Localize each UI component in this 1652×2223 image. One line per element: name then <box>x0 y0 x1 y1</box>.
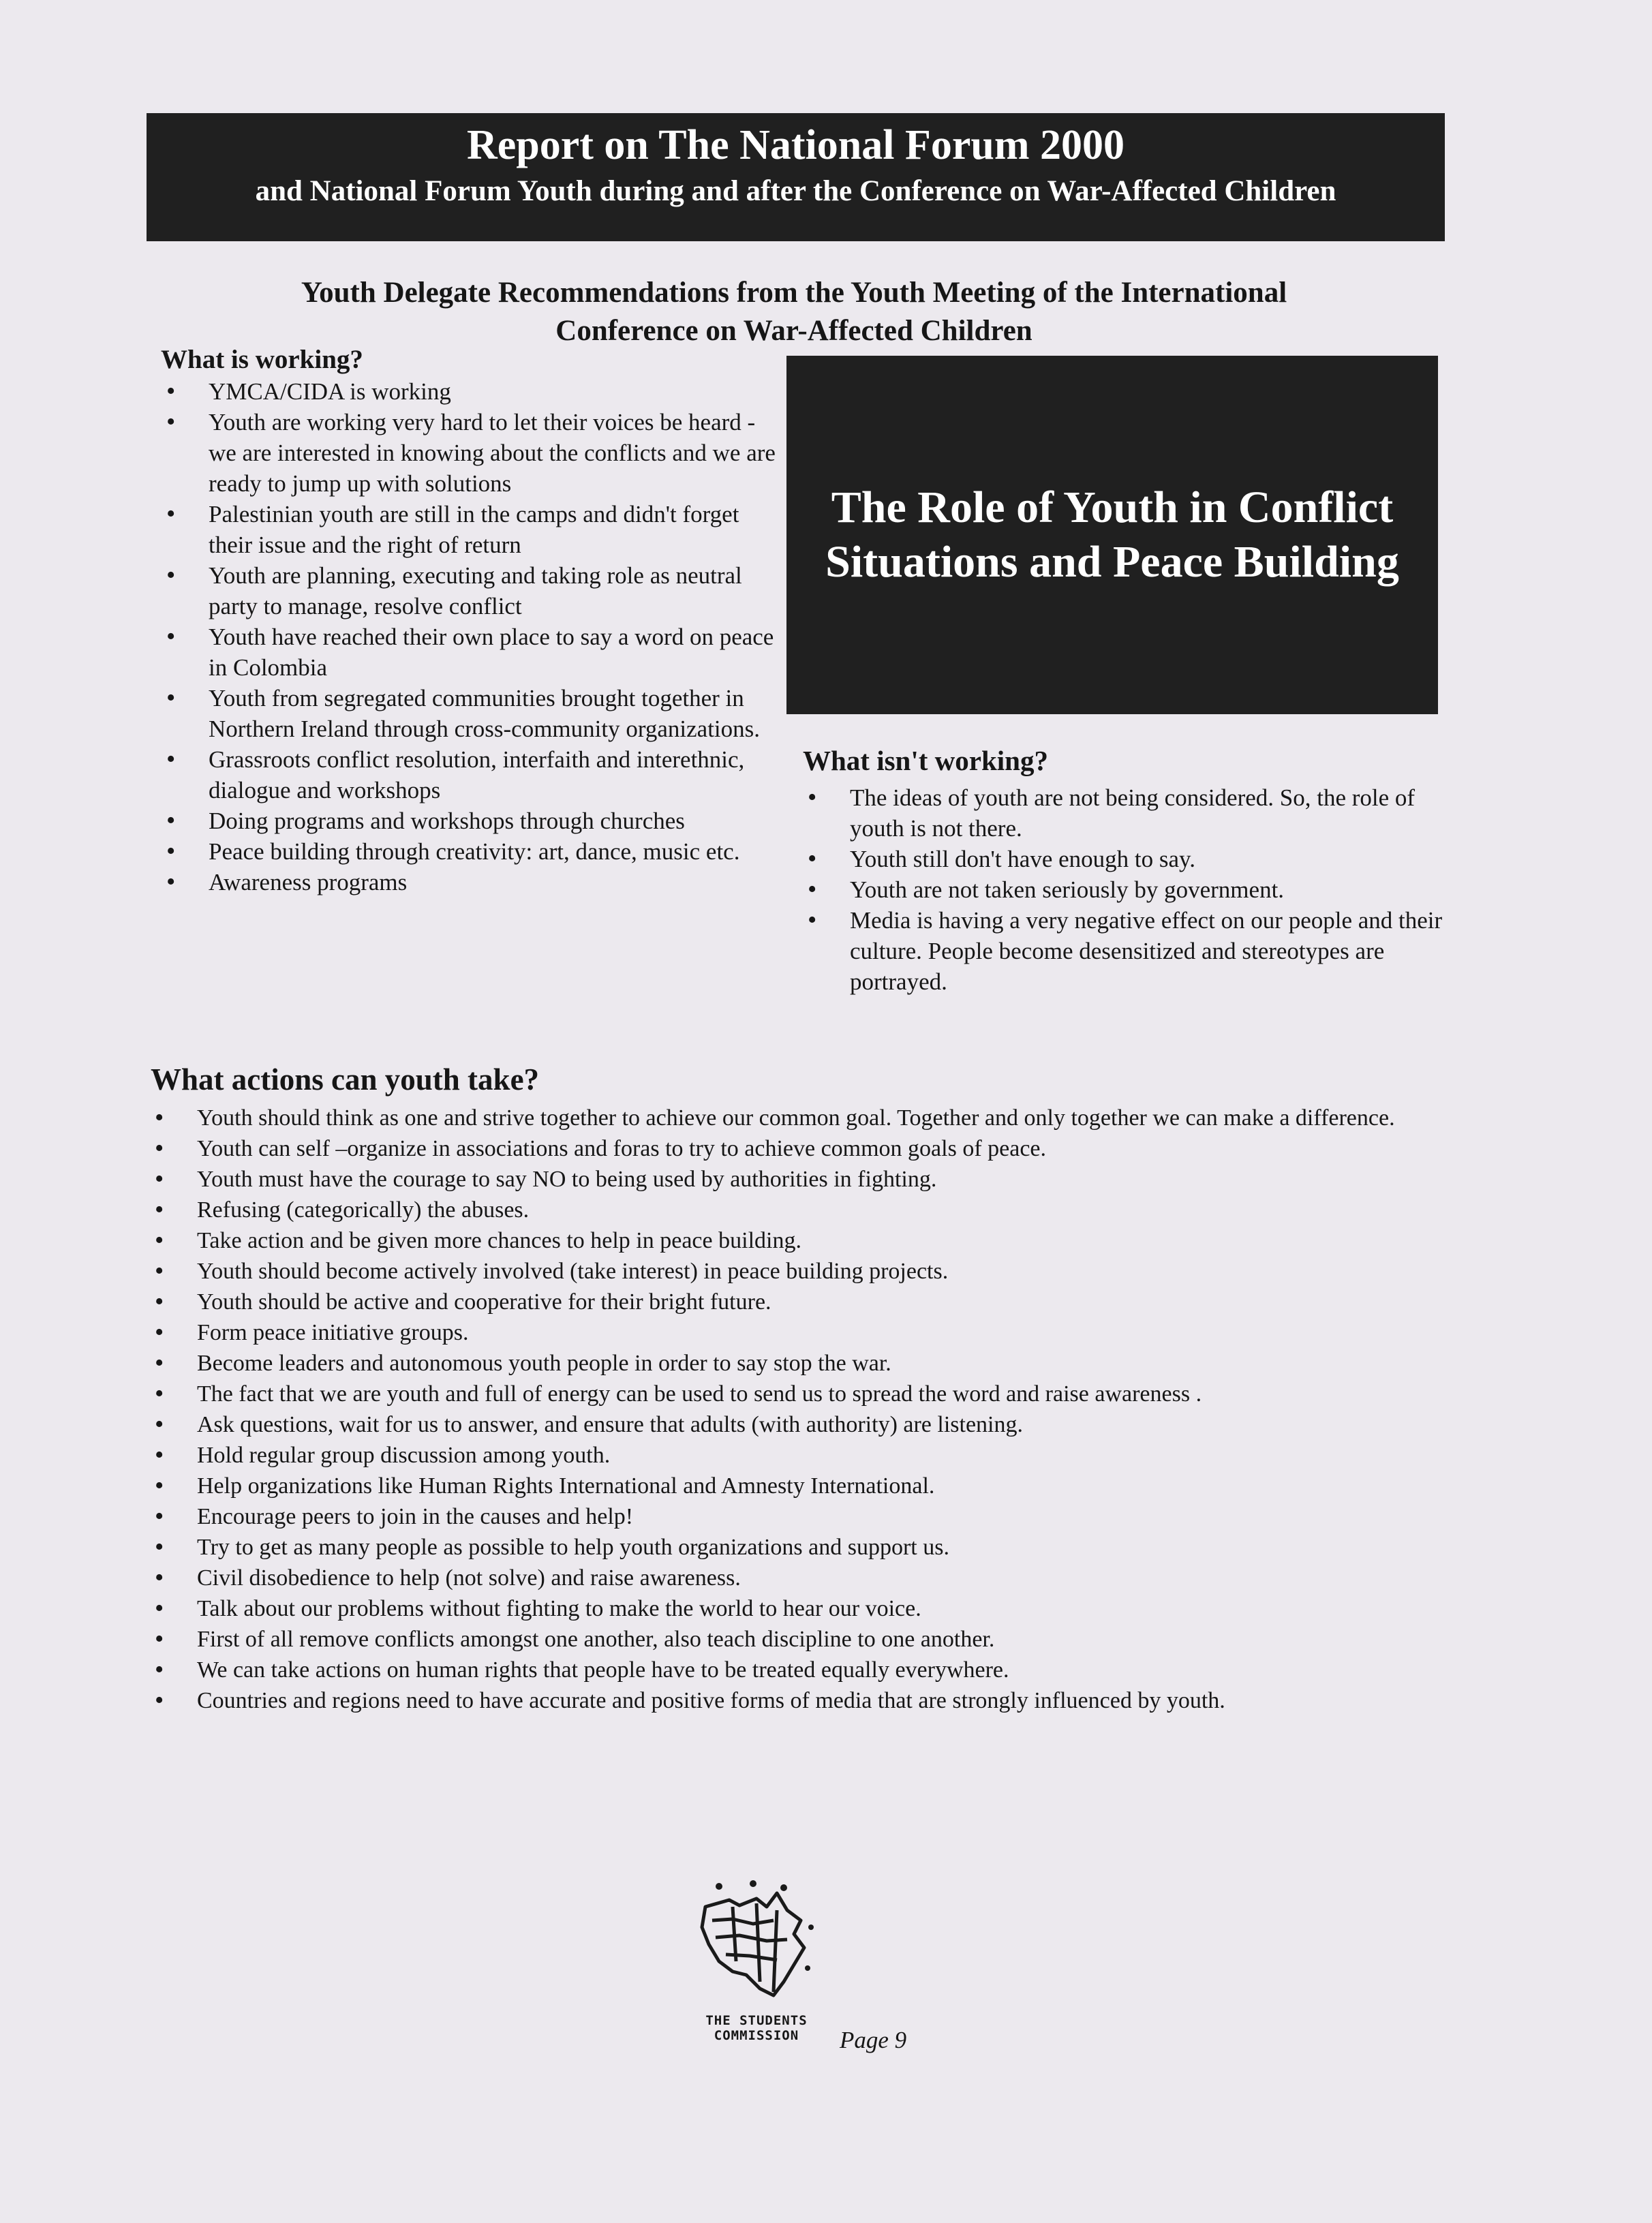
list-item: • Youth have reached their own place to say a word on peace in Colombia <box>209 622 788 683</box>
list-item: • The fact that we are youth and full of energy can be used to send us to spread the word and raise awareness . <box>197 1379 1444 1409</box>
list-item: • Civil disobedience to help (not solve) and raise awareness. <box>197 1563 1444 1593</box>
list-item: • Encourage peers to join in the causes and help! <box>197 1501 1444 1532</box>
what-actions-list <box>197 1103 1444 1716</box>
what-isnt-working-heading: What isn't working? <box>803 745 1048 776</box>
list-item: • Youth should be active and cooperative for their bright future. <box>197 1287 1444 1317</box>
section-heading <box>177 274 1411 350</box>
list-item: • YMCA/CIDA is working <box>209 376 788 407</box>
list-item: • Youth must have the courage to say NO to being used by authorities in fighting. <box>197 1164 1444 1195</box>
organization-name <box>682 2013 831 2043</box>
list-item: • Palestinian youth are still in the camps and didn't forget their issue and the right of return <box>209 499 788 560</box>
list-item: • Youth from segregated communities brought together in Northern Ireland through cross-community organizations. <box>209 683 788 744</box>
list-item: • Peace building through creativity: art, dance, music etc. <box>209 836 788 867</box>
list-item: • Try to get as many people as possible to help youth organizations and support us. <box>197 1532 1444 1563</box>
list-item: • Form peace initiative groups. <box>197 1317 1444 1348</box>
what-actions-heading: What actions can youth take? <box>151 1062 540 1097</box>
list-item: • Media is having a very negative effect on our people and their culture. People become desensitized and stereotypes are portrayed. <box>850 905 1443 997</box>
list-item: • Take action and be given more chances to help in peace building. <box>197 1225 1444 1256</box>
list-item: • Youth still don't have enough to say. <box>850 844 1443 874</box>
role-of-youth-box <box>786 356 1438 714</box>
list-item: • Talk about our problems without fighting to make the world to hear our voice. <box>197 1593 1444 1624</box>
list-item: • Grassroots conflict resolution, interfaith and interethnic, dialogue and workshops <box>209 744 788 806</box>
list-item: • Youth can self –organize in associations and foras to try to achieve common goals of peace. <box>197 1133 1444 1164</box>
section-heading-line-2: Conference on War-Affected Children <box>555 315 1032 347</box>
role-of-youth-title: The Role of Youth in Conflict Situations and Peace Building <box>825 482 1399 587</box>
list-item: • Youth should become actively involved (take interest) in peace building projects. <box>197 1256 1444 1287</box>
canada-map-icon <box>692 1880 821 2016</box>
list-item: • Youth are working very hard to let their voices be heard - we are interested in knowing about the conflicts and we are ready to jump up with solutions <box>209 407 788 499</box>
report-title: Report on The National Forum 2000 <box>466 122 1125 168</box>
list-item: • Become leaders and autonomous youth people in order to say stop the war. <box>197 1348 1444 1379</box>
list-item: • Doing programs and workshops through churches <box>209 806 788 836</box>
list-item: • First of all remove conflicts amongst one another, also teach discipline to one another. <box>197 1624 1444 1655</box>
list-item: • We can take actions on human rights that people have to be treated equally everywhere. <box>197 1655 1444 1685</box>
list-item: • Awareness programs <box>209 867 788 898</box>
list-item: • Countries and regions need to have accurate and positive forms of media that are strongly influenced by youth. <box>197 1685 1444 1716</box>
what-is-working-heading: What is working? <box>161 345 363 374</box>
list-item: • Refusing (categorically) the abuses. <box>197 1195 1444 1225</box>
list-item: • Help organizations like Human Rights International and Amnesty International. <box>197 1471 1444 1501</box>
what-is-working-list <box>209 376 788 898</box>
list-item: • Youth are not taken seriously by government. <box>850 874 1443 905</box>
report-header-banner <box>147 113 1445 241</box>
what-isnt-working-list <box>850 782 1443 997</box>
list-item: • The ideas of youth are not being considered. So, the role of youth is not there. <box>850 782 1443 844</box>
list-item: • Youth are planning, executing and taking role as neutral party to manage, resolve conflict <box>209 560 788 622</box>
report-subtitle: and National Forum Youth during and after the Conference on War-Affected Children <box>255 175 1336 207</box>
list-item: • Ask questions, wait for us to answer, and ensure that adults (with authority) are listening. <box>197 1409 1444 1440</box>
list-item: • Youth should think as one and strive together to achieve our common goal. Together and only together we can make a difference. <box>197 1103 1444 1133</box>
organization-name-line-1: THE STUDENTS <box>705 2013 808 2028</box>
page-number: Page 9 <box>840 2027 907 2053</box>
organization-name-line-2: COMMISSION <box>714 2028 799 2043</box>
list-item: • Hold regular group discussion among youth. <box>197 1440 1444 1471</box>
section-heading-line-1: Youth Delegate Recommendations from the Youth Meeting of the International <box>301 277 1287 309</box>
